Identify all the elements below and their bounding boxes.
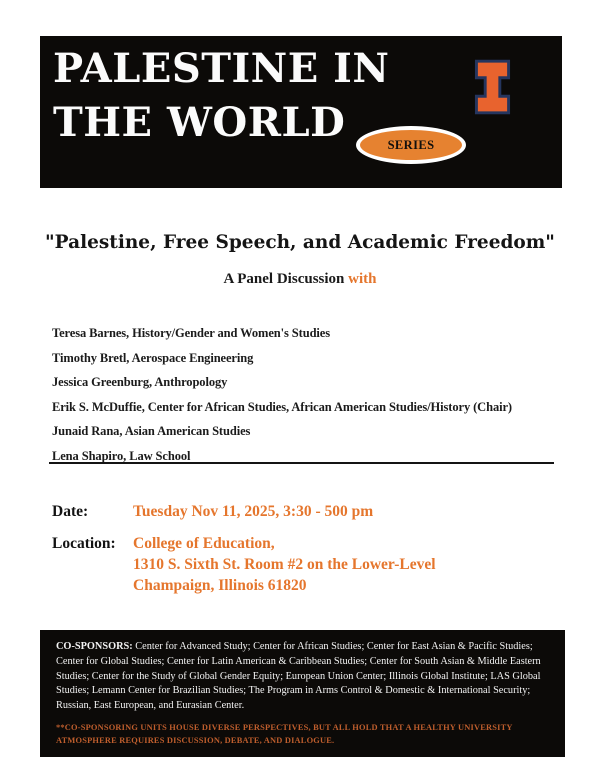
series-title-line1: PALESTINE IN — [53, 45, 390, 92]
date-row — [52, 501, 562, 522]
panelist-item: Lena Shapiro, Law School — [52, 448, 191, 463]
series-title-line2: THE WORLD — [53, 99, 346, 146]
panelist-item: Erik S. McDuffie, Center for African Studies, African American Studies/History (Chair) — [52, 399, 512, 414]
subtitle-text: A Panel Discussion — [223, 271, 345, 287]
cosponsors-body: Center for Advanced Study; Center for African Studies; Center for East Asian & Pacific Studies; Center for Global Studies; Center for Latin American & Caribbean Studies; Center for South Asian & Middle Eastern Studies; Center for the Study of Global Gender Equity; European Union Center; Illinois Global Institute; LAS Global Studies; Lemann Center for Brazilian Studies; The Program in Arms Control & Domestic & International Security; Russian, East European, and Eurasian Center. — [56, 641, 541, 712]
banner — [40, 36, 562, 188]
date-label: Date: — [52, 503, 89, 520]
location-line: Champaign, Illinois 61820 — [133, 577, 307, 594]
date-value: Tuesday Nov 11, 2025, 3:30 - 500 pm — [133, 503, 374, 520]
subtitle-highlight: with — [348, 271, 377, 287]
event-title: "Palestine, Free Speech, and Academic Freedom" — [45, 232, 555, 253]
panelist-item: Jessica Greenburg, Anthropology — [52, 375, 228, 389]
illinois-block-i-icon — [473, 58, 512, 116]
event-subtitle — [0, 271, 600, 288]
cosponsors-panel — [40, 630, 565, 757]
location-value — [133, 533, 436, 596]
panelist-item: Timothy Bretl, Aerospace Engineering — [52, 350, 254, 365]
location-line: 1310 S. Sixth St. Room #2 on the Lower-Level — [133, 556, 436, 573]
event-details — [52, 501, 562, 607]
location-label: Location: — [52, 535, 116, 552]
cosponsors-text — [56, 640, 551, 714]
divider-line — [49, 462, 554, 464]
location-line: College of Education, — [133, 535, 275, 552]
panelist-list — [52, 321, 512, 468]
disclaimer: **CO-SPONSORING UNITS HOUSE DIVERSE PERSPECTIVES, BUT ALL HOLD THAT A HEALTHY UNIVERSITY ATMOSPHERE REQUIRES DISCUSSION, DEBATE, AND DIALOGUE. — [56, 722, 513, 745]
series-badge — [356, 126, 466, 164]
series-badge-label: SERIES — [387, 137, 435, 152]
panelist-item: Junaid Rana, Asian American Studies — [52, 424, 251, 438]
location-row — [52, 533, 562, 596]
series-title — [53, 42, 389, 150]
panelist-item: Teresa Barnes, History/Gender and Women's Studies — [52, 326, 331, 340]
cosponsors-label: CO-SPONSORS: — [56, 641, 133, 652]
